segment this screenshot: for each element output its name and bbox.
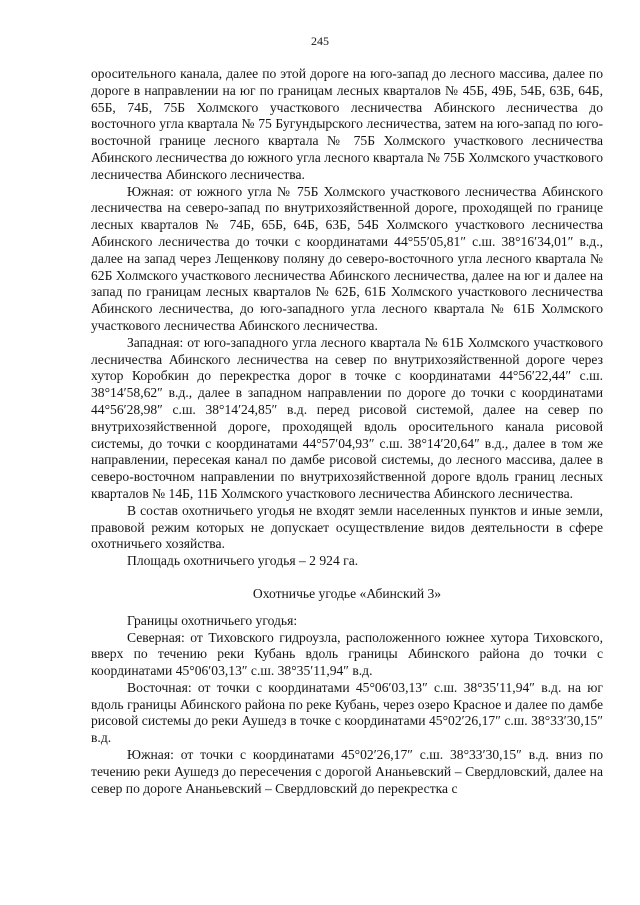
document-body <box>91 66 603 797</box>
section-heading: Охотничье угодье «Абинский 3» <box>252 585 442 601</box>
paragraph-excluded-lands: В состав охотничьего угодья не входят земли населенных пунктов и иные земли, правовой режим которых не допускает осуществление видов деятельности в сфере охотничьего хозяйства. <box>91 502 603 552</box>
paragraph-northern-boundary: Северная: от Тиховского гидроузла, расположенного южнее хутора Тиховского, вверх по течению реки Кубань вдоль границы Абинского района до точки с координатами 45°06′03,13″ с.ш. 38°35′11,94″ в.д. <box>91 629 603 679</box>
paragraph-western-boundary: Западная: от юго-западного угла лесного квартала № 61Б Холмского участкового лесничества Абинского лесничества на север по внутрихозяйственной дороге через хутор Коробкин до перекрестка дорог в точке с координатами 44°56′22,44″ с.ш. 38°14′58,62″ в.д., далее в западном направлении по дороге до точки с координатами 44°56′28,98″ с.ш. 38°14′24,85″ в.д. перед рисовой системой, далее на север по внутрихозяйственной дороге, проходящей вдоль оросительного канала рисовой системы, до точки с координатами 44°57′04,93″ с.ш. 38°14′20,64″ в.д., далее в том же направлении, пересекая канал по дамбе рисовой системы, до лесного массива, далее в северо-восточном направлении по внутрихозяйственной дороге вдоль границ лесных кварталов № 14Б, 11Б Холмского участкового лесничества Абинского лесничества. <box>91 334 603 501</box>
paragraph-continuation: оросительного канала, далее по этой дороге на юго-запад до лесного массива, далее по дороге в направлении на юг по границам лесных кварталов № 45Б, 49Б, 54Б, 63Б, 64Б, 65Б, 74Б, 75Б Холмского участкового лесничества Абинского лесничества до восточного угла квартала № 75 Бугундырского лесничества, затем на юго-запад по юго-восточной границе лесного квартала № 75Б Холмского участкового лесничества Абинского лесничества до южного угла лесного квартала № 75Б Холмского участкового лесничества Абинского лесничества. <box>91 66 603 182</box>
page-number: 245 <box>311 34 329 48</box>
paragraph-eastern-boundary: Восточная: от точки с координатами 45°06′03,13″ с.ш. 38°35′11,94″ в.д. на юг вдоль границы Абинского района по реке Кубань, через озеро Красное и далее по дамбе рисовой системы до реки Аушедз в точке с координатами 45°02′26,17″ с.ш. 38°33′30,15″ в.д. <box>91 679 603 746</box>
paragraph-southern-boundary-2: Южная: от точки с координатами 45°02′26,17″ с.ш. 38°33′30,15″ в.д. вниз по течению реки Аушедз до пересечения с дорогой Ананьевский – Свердловский, далее на север по дороге Ананьевский – Свердловский до перекрестка с <box>91 747 603 796</box>
paragraph-boundaries-title: Границы охотничьего угодья: <box>127 612 298 628</box>
paragraph-area: Площадь охотничьего угодья – 2 924 га. <box>127 553 359 569</box>
paragraph-southern-boundary: Южная: от южного угла № 75Б Холмского участкового лесничества Абинского лесничества на северо-запад по внутрихозяйственной дороге, проходящей по границе лесных кварталов № 74Б, 65Б, 64Б, 63Б, 54Б Холмского участкового лесничества Абинского лесничества до точки с координатами 44°55′05,81″ с.ш. 38°16′34,01″ в.д., далее на запад через Лещенкову поляну до северо-восточного угла лесного квартала № 62Б Холмского участкового лесничества Абинского лесничества, далее на юг и далее на запад по границам лесных кварталов № 62Б, 61Б Холмского участкового лесничества Абинского лесничества, до юго-западного угла лесного квартала № 61Б Холмского участкового лесничества Абинского лесничества. <box>91 183 603 333</box>
